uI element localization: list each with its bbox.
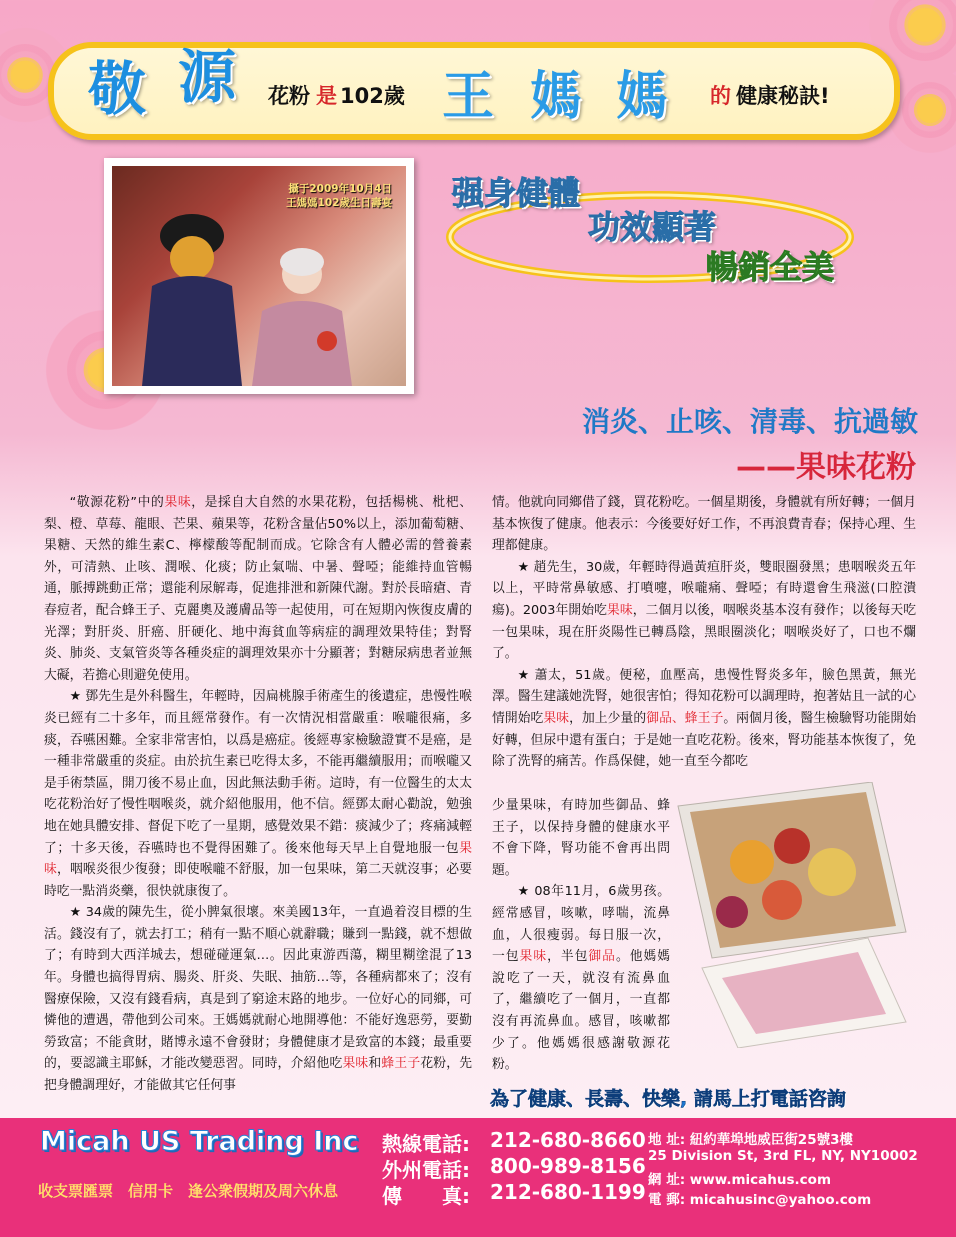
paragraph: 少量果味，有時加些御品、蜂王子，以保持身體的健康水平不會下降，腎功能不會再出問題。: [492, 798, 670, 878]
banner-char: 王: [442, 67, 495, 127]
article-column-left: [44, 492, 472, 1097]
text: ★ 趙先生，30歲，年輕時得過黃疸肝炎，雙眼圈發黑；患咽喉炎五年以上，平時常鼻敏感、打噴嚏，喉嚨痛、聲啞；有時還會生飛滋(口腔潰瘍)。2003年開始吃: [492, 559, 916, 618]
text: ★ 蕭太，51歲。便秘，血壓高，患慢性腎炎多年，臉色黑黃，無光澤。醫生建議她洗腎，她很害怕；得知花粉可以調理時，抱著姑且一試的心情開始吃: [492, 667, 916, 726]
article-column-right-narrow: [492, 795, 670, 1076]
caption-line: 攝于2009年10月4日: [288, 183, 392, 195]
outstate-number[interactable]: 800-989-8156: [490, 1154, 646, 1178]
banner-char: 媽: [530, 67, 583, 127]
highlight: 御品: [588, 949, 616, 965]
hotline-row: [382, 1128, 646, 1157]
banner-text: 是: [316, 84, 337, 108]
text: ，半包: [547, 949, 589, 965]
banner-text: 健康秘訣!: [736, 84, 830, 108]
highlight: 果味: [543, 710, 570, 726]
call-to-action: 為了健康、長壽、快樂, 請馬上打電話咨詢: [490, 1088, 846, 1110]
highlight: 果味: [519, 949, 548, 965]
highlight: 果味: [342, 1056, 369, 1072]
subtitle-product: ——果味花粉: [736, 450, 916, 485]
text: 花粉，先把身體調理好，才能做其它任何事: [44, 1056, 473, 1094]
highlight: 果味: [607, 602, 633, 618]
paragraph: [44, 492, 472, 686]
company-name: Micah US Trading Inc: [40, 1126, 359, 1157]
address-english: 25 Division St, 3rd FL, NY, NY10002: [648, 1148, 918, 1164]
highlight: 果味: [44, 840, 472, 878]
slogan-3: 暢銷全美: [706, 248, 835, 286]
text: 和: [368, 1056, 382, 1072]
outstate-label: 外州電話:: [382, 1158, 470, 1182]
subtitle-benefits: 消炎、止咳、清毒、抗過敏: [581, 405, 918, 438]
highlight: 果味: [164, 495, 192, 510]
text: ，咽喉炎很少復發；即使喉嚨不舒服，加一包果味，第二天就沒事；必要時吃一點消炎藥，很快就康復了。: [44, 862, 473, 899]
photo-caption: [286, 182, 392, 210]
highlight: 蜂王子: [381, 1056, 421, 1072]
website-link[interactable]: 網 址: www.micahus.com: [648, 1172, 832, 1188]
text: ★ 34歲的陳先生，從小脾氣很壞。來美國13年，一直過着沒目標的生活。錢沒有了，就去打工；稍有一點不順心就辭職；賺到一點錢，就不想做了；有時到大西洋城去，想碰碰運氣…。因此東游西蕩，糊里糊塗混了13年。身體也搞得胃病、腸炎、肝炎、失眠、抽筋…等，各種病都來了；沒有醫療保險，又沒有錢看病，真是到了窮途末路的地步。一位好心的同鄉，可憐他的遭遇，帶他到公司來。王媽媽就耐心地開導他：不能好逸惡勞，要勤勞致富；不能貪財，賭博永遠不會發財；身體健康才是致富的本錢；最重要的，要認識主耶穌，才能改變惡習。同時，介紹他吃: [44, 905, 472, 1072]
banner-char: 媽: [616, 67, 669, 127]
fax-row: [382, 1180, 646, 1209]
banner-char: 源: [178, 43, 237, 111]
outstate-row: [382, 1154, 646, 1183]
text: ，是採自大自然的水果花粉，包括楊桃、枇杷、梨、橙、草莓、龍眼、芒果、蘋果等，花粉含量佔50%以上，添加葡萄糖、果糖、天然的維生素C、檸檬酸等配制而成。它除含有人體必需的營養素外，可清熱、止咳、潤喉、化痰；防止氣喘、中暑、聲啞；能維持血管暢通，脈搏跳動正常；還能利尿解毒，促進排泄和新陳代謝。對於長暗瘡、青春痘者，配合蜂王子、克麗奧及護膚品等一起使用，可在短期內恢復皮膚的光澤；對肝炎、肝癌、肝硬化、地中海貧血等病症的調理效果特佳；對腎炎、肺炎、支氣管炎等各種炎症的調理效果亦十分顯著；對糖尿病患者並無大礙，若擔心則避免使用。: [44, 495, 473, 683]
paragraph: [44, 902, 472, 1096]
footer-contact-bar: [0, 1118, 956, 1237]
text: “敬源花粉”中的: [69, 495, 165, 510]
paragraph: 情。他就向同鄉借了錢，買花粉吃。一個星期後，身體就有所好轉；一個月基本恢復了健康。他表示：今後要好好工作，不再浪費青春；保持心理、生理都健康。: [492, 495, 916, 554]
text: ，加上少量的: [569, 710, 647, 726]
slogan-1: 强身健體: [452, 174, 581, 212]
article-column-right: [492, 492, 916, 773]
product-giftbox-image: [672, 782, 908, 1048]
highlight: 御品、蜂王子: [646, 710, 724, 726]
title-banner: [48, 42, 900, 140]
photo-image: [112, 166, 406, 386]
email-link[interactable]: 電 郵: micahusinc@yahoo.com: [648, 1192, 872, 1208]
birthday-photo: [104, 158, 414, 394]
text: ，二個月以後，咽喉炎基本沒有發作；以後每天吃一包果味，現在肝炎陽性已轉爲陰，黑眼圈淡化；咽喉炎好了，口也不爛了。: [492, 602, 917, 662]
paragraph: [492, 665, 916, 773]
fax-number: 212-680-1199: [490, 1180, 646, 1204]
hotline-number[interactable]: 212-680-8660: [490, 1128, 646, 1152]
paragraph: [492, 557, 916, 665]
banner-text: 花粉: [268, 84, 310, 108]
text: 。他媽媽說吃了一天，就沒有流鼻血了，繼續吃了一個月，一直都沒有再流鼻血。感冒，咳嗽都少了。他媽媽很感謝敬源花粉。: [492, 949, 671, 1073]
text: ★ 鄧先生是外科醫生，年輕時，因扁桃腺手術產生的後遺症，患慢性喉炎已經有二十多年，而且經常發作。有一次情況相當嚴重：喉嚨很痛，多痰，吞嚥困難。全家非常害怕，以爲是癌症。後經專家檢驗證實不是癌，是一種非常嚴重的炎症。由於抗生素已吃得太多，不能再繼續服用；而喉嚨又是手術禁區，開刀後不易止血，因此無法動手術。這時，有一位醫生的太太吃花粉治好了慢性咽喉炎，就介紹他服用，他不信。經鄧太耐心勸說，勉強地在她具體安排、督促下吃了一星期，感覺效果不錯：痰減少了；疼痛減輕了；十多天後，吞嚥時也不覺得困難了。後來他每天早上自覺地服一包: [44, 689, 472, 856]
fax-label: 傳 真:: [382, 1184, 470, 1208]
paragraph: [492, 881, 670, 1075]
paragraph: [44, 686, 472, 902]
banner-char: 敬: [88, 55, 147, 123]
banner-text: 的: [710, 84, 731, 108]
banner-text: 102歲: [340, 84, 405, 108]
payment-info: 收支票匯票 信用卡 逢公衆假期及周六休息: [38, 1182, 339, 1200]
text: ★ 08年11月，6歲男孩。經常感冒，咳嗽，哮喘，流鼻血，人很瘦弱。每日服一次，一包: [492, 884, 670, 965]
caption-line: 王媽媽102歲生日壽宴: [286, 197, 392, 209]
hotline-label: 熱線電話:: [382, 1132, 470, 1156]
address-chinese: 地 址: 紐約華埠地威臣街25號3樓: [648, 1132, 853, 1148]
text: 。兩個月後，醫生檢驗腎功能開始好轉，但尿中還有蛋白；于是她一直吃花粉。後來，腎功能基本恢復了，免除了洗腎的痛苦。作爲保健，她一直至今都吃: [492, 710, 917, 770]
slogan-2: 功效顯著: [588, 208, 717, 246]
